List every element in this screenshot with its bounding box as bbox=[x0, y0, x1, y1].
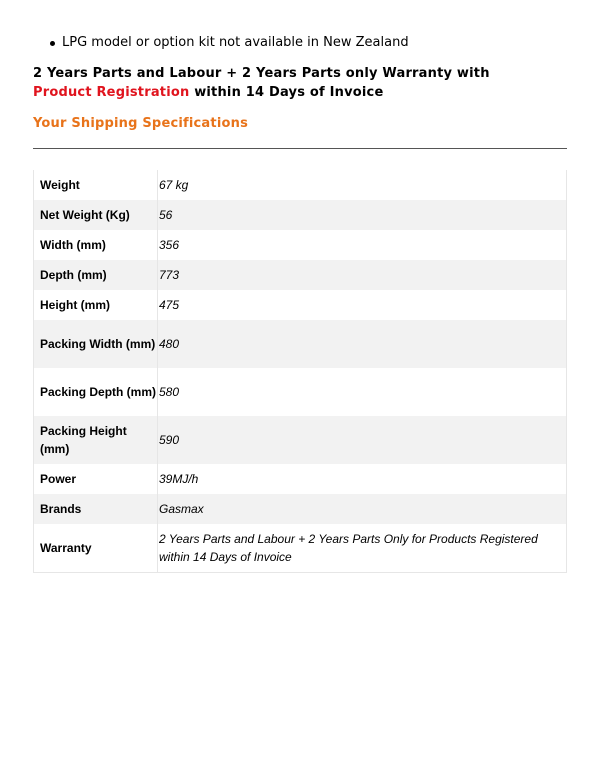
spec-label: Brands bbox=[34, 494, 158, 524]
spec-value: 56 bbox=[159, 208, 173, 222]
spec-label: Warranty bbox=[34, 524, 158, 573]
spec-label: Net Weight (Kg) bbox=[34, 200, 158, 230]
spec-value: 580 bbox=[159, 385, 180, 399]
spec-value: Gasmax bbox=[159, 502, 204, 516]
table-row bbox=[34, 200, 567, 230]
spec-label: Power bbox=[34, 464, 158, 494]
spec-table bbox=[33, 170, 567, 573]
section-divider bbox=[33, 148, 567, 149]
warranty-note-text: 2 Years Parts and Labour + 2 Years Parts only Warranty with bbox=[33, 66, 490, 81]
warranty-note bbox=[33, 64, 553, 102]
spec-label: Packing Depth (mm) bbox=[34, 368, 158, 416]
bullet-dot-icon bbox=[50, 41, 55, 46]
table-row bbox=[34, 524, 567, 573]
table-row bbox=[34, 368, 567, 416]
table-row bbox=[34, 320, 567, 368]
product-registration-link[interactable]: Product Registration bbox=[33, 85, 190, 100]
spec-label: Packing Width (mm) bbox=[34, 320, 158, 368]
table-row bbox=[34, 464, 567, 494]
spec-value: 2 Years Parts and Labour + 2 Years Parts Only for Products Registered within 14 Days of Invoice bbox=[159, 532, 538, 564]
table-row bbox=[34, 494, 567, 524]
spec-label: Depth (mm) bbox=[34, 260, 158, 290]
spec-value: 67 kg bbox=[159, 178, 189, 192]
bullet-item-text: LPG model or option kit not available in New Zealand bbox=[62, 35, 409, 50]
spec-label: Packing Height (mm) bbox=[34, 416, 158, 464]
spec-value: 356 bbox=[159, 238, 180, 252]
table-row bbox=[34, 230, 567, 260]
table-row bbox=[34, 416, 567, 464]
bullet-item bbox=[36, 34, 409, 52]
spec-value: 480 bbox=[159, 337, 180, 351]
spec-value: 475 bbox=[159, 298, 180, 312]
table-row bbox=[34, 260, 567, 290]
spec-label: Weight bbox=[34, 170, 158, 200]
spec-label: Height (mm) bbox=[34, 290, 158, 320]
spec-label: Width (mm) bbox=[34, 230, 158, 260]
feature-bullet-list bbox=[36, 34, 409, 52]
spec-value: 39MJ/h bbox=[159, 472, 199, 486]
shipping-specifications-heading: Your Shipping Specifications bbox=[33, 116, 249, 131]
spec-value: 590 bbox=[159, 433, 180, 447]
table-row bbox=[34, 290, 567, 320]
table-row bbox=[34, 170, 567, 200]
spec-value: 773 bbox=[159, 268, 180, 282]
warranty-note-text-end: within 14 Days of Invoice bbox=[189, 85, 384, 100]
